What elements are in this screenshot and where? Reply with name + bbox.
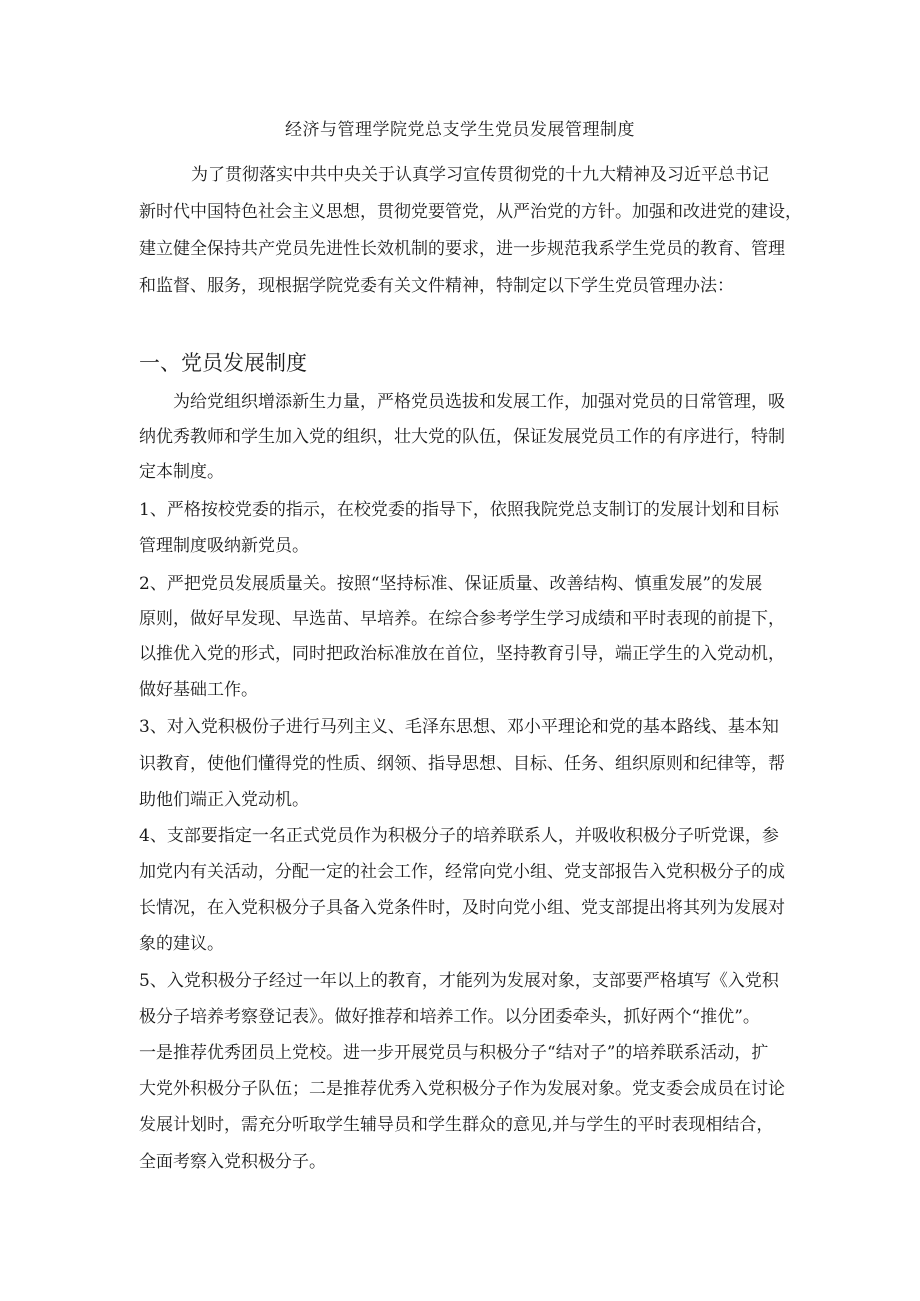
- intro-line: 和监督、服务，现根据学院党委有关文件精神，特制定以下学生党员管理办法：: [139, 276, 734, 296]
- item-line: 2、严把党员发展质量关。按照“坚持标准、保证质量、改善结构、慎重发展”的发展: [139, 574, 763, 594]
- item-line: 3、对入党积极份子进行马列主义、毛泽东思想、邓小平理论和党的基本路线、基本知: [139, 717, 779, 737]
- intro-line: 建立健全保持共产党员先进性长效机制的要求，进一步规范我系学生党员的教育、管理: [139, 239, 785, 259]
- item-line: 以推优入党的形式，同时把政治标准放在首位，坚持教育引导，端正学生的入党动机，: [139, 644, 785, 664]
- item-line: 原则，做好早发现、早选苗、早培养。在综合参考学生学习成绩和平时表现的前提下，: [139, 609, 785, 629]
- item-line: 4、支部要指定一名正式党员作为积极分子的培养联系人，并吸收积极分子听党课，参: [139, 826, 779, 846]
- item-line: 极分子培养考察登记表》。做好推荐和培养工作。以分团委牵头，抓好两个“推优”。: [139, 1007, 760, 1027]
- item-line: 加党内有关活动，分配一定的社会工作，经常向党小组、党支部报告入党积极分子的成: [139, 862, 785, 882]
- item-line: 1、严格按校党委的指示，在校党委的指导下，依照我院党总支制订的发展计划和目标: [139, 500, 779, 520]
- section-intro-line: 定本制度。: [139, 462, 224, 482]
- item-line: 做好基础工作。: [139, 680, 258, 700]
- item-line: 识教育，使他们懂得党的性质、纲领、指导思想、目标、任务、组织原则和纪律等，帮: [139, 754, 785, 774]
- section-intro-line: 纳优秀教师和学生加入党的组织，壮大党的队伍，保证发展党员工作的有序进行，特制: [139, 427, 785, 447]
- intro-line: 为了贯彻落实中共中央关于认真学习宣传贯彻党的十九大精神及习近平总书记: [191, 165, 769, 185]
- item-line: 5、入党积极分子经过一年以上的教育，才能列为发展对象，支部要严格填写《入党积: [139, 971, 779, 991]
- section-heading: 一、党员发展制度: [139, 351, 307, 375]
- item-line: 全面考察入党积极分子。: [139, 1152, 326, 1172]
- section-intro-line: 为给党组织增添新生力量，严格党员选拔和发展工作，加强对党员的日常管理，吸: [173, 392, 785, 412]
- item-line: 一是推荐优秀团员上党校。进一步开展党员与积极分子“结对子”的培养联系活动，扩: [139, 1043, 769, 1063]
- item-line: 大党外积极分子队伍；二是推荐优秀入党积极分子作为发展对象。党支委会成员在讨论: [139, 1079, 785, 1099]
- document-title: 经济与管理学院党总支学生党员发展管理制度: [285, 120, 635, 140]
- item-line: 管理制度吸纳新党员。: [139, 536, 309, 556]
- item-line: 象的建议。: [139, 934, 224, 954]
- item-line: 助他们端正入党动机。: [139, 790, 309, 810]
- item-line: 发展计划时，需充分听取学生辅导员和学生群众的意见,并与学生的平时表现相结合，: [139, 1115, 774, 1135]
- item-line: 长情况，在入党积极分子具备入党条件时，及时向党小组、党支部提出将其列为发展对: [139, 898, 785, 918]
- intro-line: 新时代中国特色社会主义思想，贯彻党要管党，从严治党的方针。加强和改进党的建设，: [139, 202, 802, 222]
